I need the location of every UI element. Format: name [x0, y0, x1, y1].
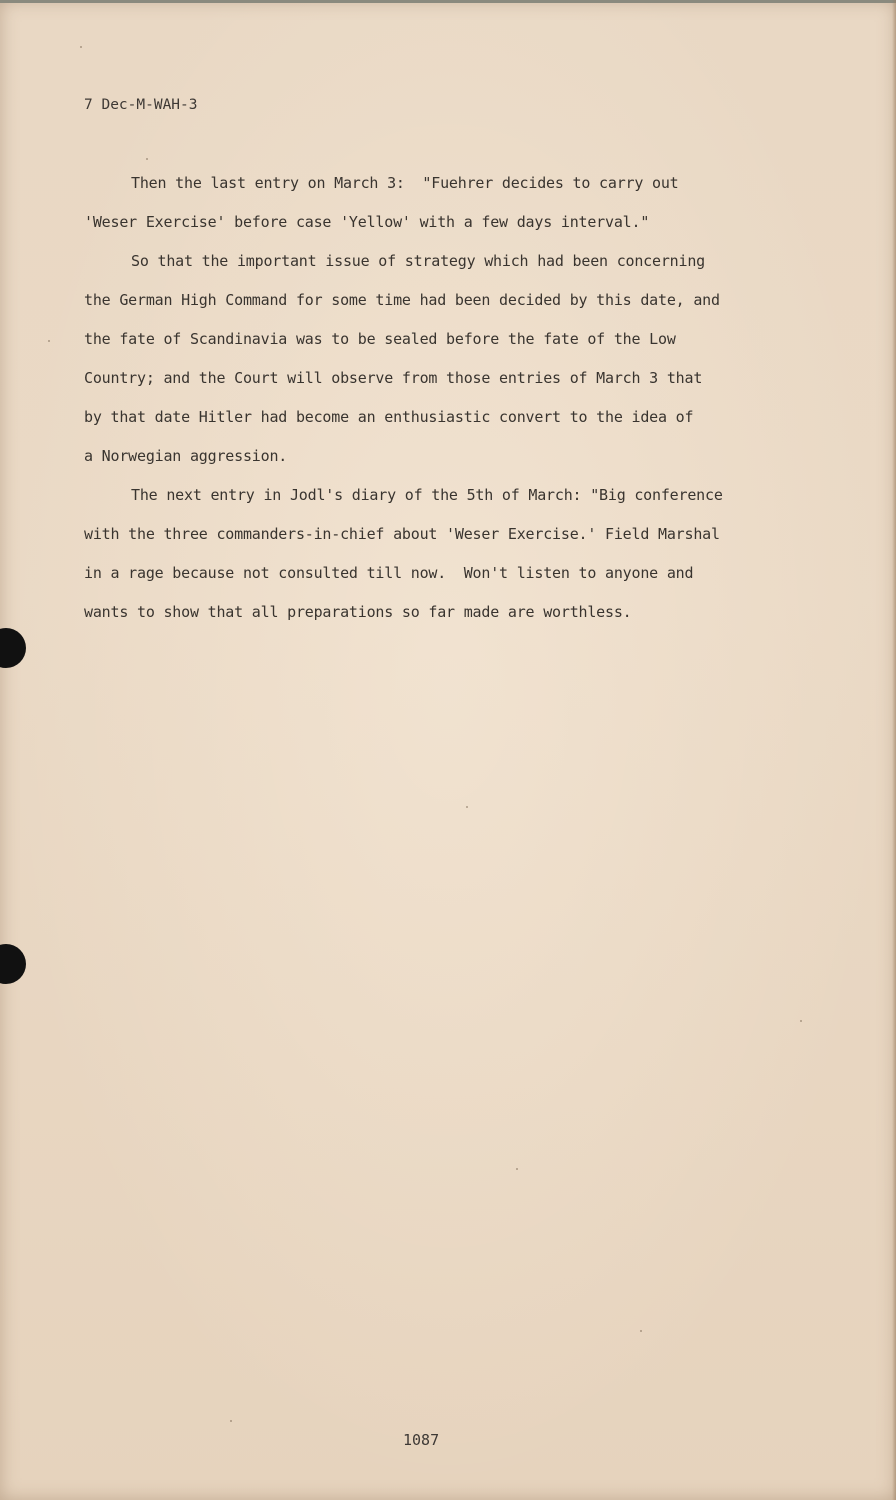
- text-line: the German High Command for some time had been decided by this date, and: [84, 291, 720, 309]
- text-line: a Norwegian aggression.: [84, 447, 288, 465]
- paper-speck: [80, 46, 82, 48]
- text-line: by that date Hitler had become an enthusiastic convert to the idea of: [84, 408, 694, 426]
- page-top-edge: [0, 0, 896, 3]
- paper-speck: [640, 1330, 642, 1332]
- text-line: 'Weser Exercise' before case 'Yellow' with a few days interval.": [84, 213, 650, 231]
- paper-speck: [230, 1420, 232, 1422]
- text-line: in a rage because not consulted till now. Won't listen to anyone and: [84, 564, 694, 582]
- paper-speck: [800, 1020, 802, 1022]
- text-line: So that the important issue of strategy which had been concerning: [131, 252, 705, 270]
- document-reference: 7 Dec-M-WAH-3: [84, 97, 198, 113]
- paper-speck: [146, 158, 148, 160]
- document-body: [84, 170, 824, 638]
- text-line: the fate of Scandinavia was to be sealed before the fate of the Low: [84, 330, 676, 348]
- paper-speck: [466, 806, 468, 808]
- binder-hole: [0, 944, 26, 984]
- binder-hole: [0, 628, 26, 668]
- text-line: wants to show that all preparations so far made are worthless.: [84, 603, 632, 621]
- text-line: Then the last entry on March 3: "Fuehrer decides to carry out: [131, 174, 679, 192]
- text-line: with the three commanders-in-chief about 'Weser Exercise.' Field Marshal: [84, 525, 720, 543]
- page-right-edge: [892, 0, 896, 1500]
- page-number: 1087: [403, 1431, 440, 1449]
- paper-speck: [48, 340, 50, 342]
- text-line: The next entry in Jodl's diary of the 5th of March: "Big conference: [131, 486, 723, 504]
- paper-speck: [516, 1168, 518, 1170]
- text-line: Country; and the Court will observe from those entries of March 3 that: [84, 369, 703, 387]
